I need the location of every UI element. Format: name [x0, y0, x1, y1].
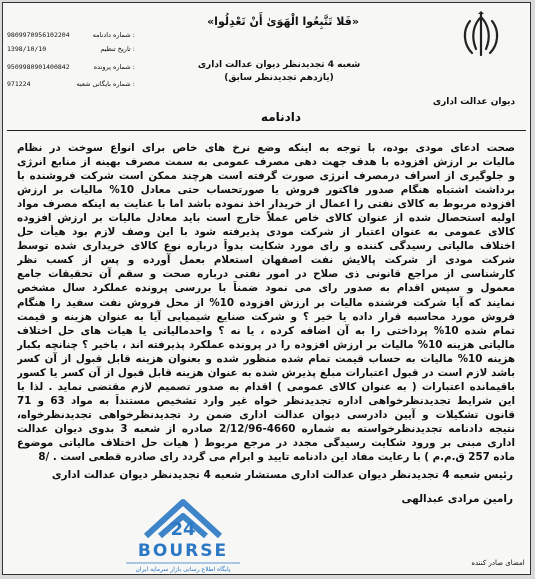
decision-document [2, 2, 531, 575]
body-line: این شرایط تجدیدنظرخواهی اداره تجدیدنظر خواه غیر وارد تشخیص مستنداً به مواد 63 و 71 [17, 394, 515, 407]
body-line: نمایند که آیا شرکت فرشنده مالیات بر ارزش افزوده 10% از محل فروش نفت سفید را هنگام [17, 296, 515, 309]
meta-case-number [7, 63, 135, 73]
document-title: دادنامه [260, 110, 302, 124]
meta-issue-date [7, 45, 135, 55]
body-line: نتیجه دادنامه تجدیدنظرخواسته به شماره 4660-2/12/96 صادره از شعبه 3 بدوی دیوان عدالت [17, 422, 515, 435]
bourse24-watermark-logo [98, 496, 268, 576]
meta-value: 971224 [7, 80, 31, 88]
meta-label: شماره بایگانی شعبه : [76, 80, 135, 88]
body-line: مالیاتی هزینه 10% مالیات بر ارزش افزوده را در پرونده عملکرد پذیرفته اند ، باخیر ؟ چنانچه بکبار [17, 338, 515, 351]
body-line: اختلاف مالیاتی رسیدگی کننده و رای مورد شکایت بدواً درباره نوع کالای خریداری شده توسط [17, 240, 515, 253]
quran-verse: «فَلا تَتَّبِعُوا الْهَوَیٰ أَنْ تَعْدِلُوا» [207, 15, 359, 28]
body-line: افزوده مربوط به کالای نفتی را اعمال از خریدار اخذ نموده باشد اما با عنایت به اینکه مصرف مواد [17, 198, 515, 211]
meta-value: 9809970956102204 [7, 31, 70, 39]
body-line: صحت ادعای مودی بوده، با توجه به اینکه وضع نرخ های خاص برای انواع سوخت در نظام [17, 142, 515, 154]
header-divider [7, 130, 526, 131]
branch-name: شعبه 4 تجدیدنظر دیوان عدالت اداری [197, 60, 361, 70]
body-line: تمام شده 10% پرداختی را به آن اضافه کرده ، یا نه ؟ واحدمالیاتی یا هیات های حل اختلاف [17, 324, 515, 337]
body-line: اولیه استحصال شده از عنوان کالای خاص عملاً خارج است باید معادل مالیات بر ارزش افزوده [17, 212, 515, 225]
body-line: فروش مورد محاسبه قرار داده یا خیر ؟ و شرکت صنایع شیمیایی آیا به عنوان هزینه و قیمت [17, 310, 515, 323]
body-line: مالیات بر ارزش افزوده با هدف جهت دهی مصرف عمومی به سمت مصرف بهینه از منابع انرژی [17, 156, 515, 169]
body-line: هزینه 10% مالیات به حساب قیمت تمام شده منظور شده و بعنوان هزینه قابل قبول از آن کسر [17, 352, 515, 365]
meta-label: شماره پرونده : [93, 63, 135, 71]
signer-title: رئیس شعبه 4 تجدیدنظر دیوان عدالت اداری مستشار شعبه 4 تجدیدنظر دیوان عدالت اداری [51, 469, 513, 481]
svg-text:24: 24 [170, 519, 196, 540]
body-line: باقیمانده اعتبارات ( به عنوان کالای عمومی ) اقدام به صدور تصمیم لازم مقتضی نماید . لذا با [17, 380, 515, 393]
svg-text:پایگاه اطلاع رسانی بازار سرمای: پایگاه اطلاع رسانی بازار سرمایه ایران [135, 566, 231, 573]
meta-label: شماره دادنامه : [92, 31, 135, 39]
body-line: ماده 257 ق.م.م ) با رعایت مفاد این دادنامه تایید و ابرام می گردد رای صادره قطعی است . /8 [38, 451, 515, 464]
body-line: برداشت اشتباه هنگام صدور فاکتور فروش یا صورتحساب حتی معادل 10% مالیات بر ارزش [17, 184, 515, 197]
body-line: معمول و سپس اقدام به صدور رای می نمود ضمناً با بررسی پرونده عملکرد سال مشخص [17, 282, 515, 295]
issuer-signature-label: امضای صادر کننده [471, 559, 525, 567]
decision-body [17, 141, 515, 464]
body-line: و جلوگیری از اسراف درمصرف انرژی صورت گرفته است هرچند ممکن است شرکت فروشنده با [17, 170, 515, 183]
iran-emblem-icon [458, 11, 504, 61]
organization-name: دیوان عدالت اداری [432, 97, 516, 107]
svg-text:BOURSE: BOURSE [137, 541, 229, 561]
meta-decision-number [7, 31, 135, 41]
body-line: اداری مبنی بر ورود شکایت رسیدگی مجدد در مرجع مربوط ( هیات حل اختلاف مالیاتی موضوع [17, 436, 515, 449]
meta-archive-number [7, 80, 135, 90]
signer-name: رامین مرادی عبدالهی [401, 493, 513, 505]
meta-value: 9509980901400842 [7, 63, 70, 71]
body-line: کارشناسی از مراجع قانونی ذی صلاح در امور نفتی درباره صحت و سقم آن تحقیقات جامع [17, 268, 515, 281]
branch-heading [191, 59, 367, 85]
branch-former-name: (یازدهم تجدیدنظر سابق) [224, 73, 334, 83]
meta-label: تاریخ تنظیم : [100, 45, 135, 53]
body-line: کالای عمومی به عنوان اعتبار از شرکت مودی پذیرفته شود با این وصف لازم بود هیأت حل [17, 226, 515, 239]
body-line: قانون تشکیلات و آیین دادرسی دیوان عدالت اداری ضمن رد تجدیدنظرخواهی تجدیدنظرخواه، [17, 408, 515, 421]
meta-value: 1398/10/10 [7, 45, 47, 53]
body-line: شرکت مودی از شرکت پالایش نفت اصفهان استعلام بعمل آورده و پس از کسب نظر [17, 254, 515, 267]
body-line: باشد لازم است در قبول اعتبارات مبلغ پذیرش شده به عنوان هزینه قابل قبول از آن کسر یا کسور [17, 366, 515, 379]
